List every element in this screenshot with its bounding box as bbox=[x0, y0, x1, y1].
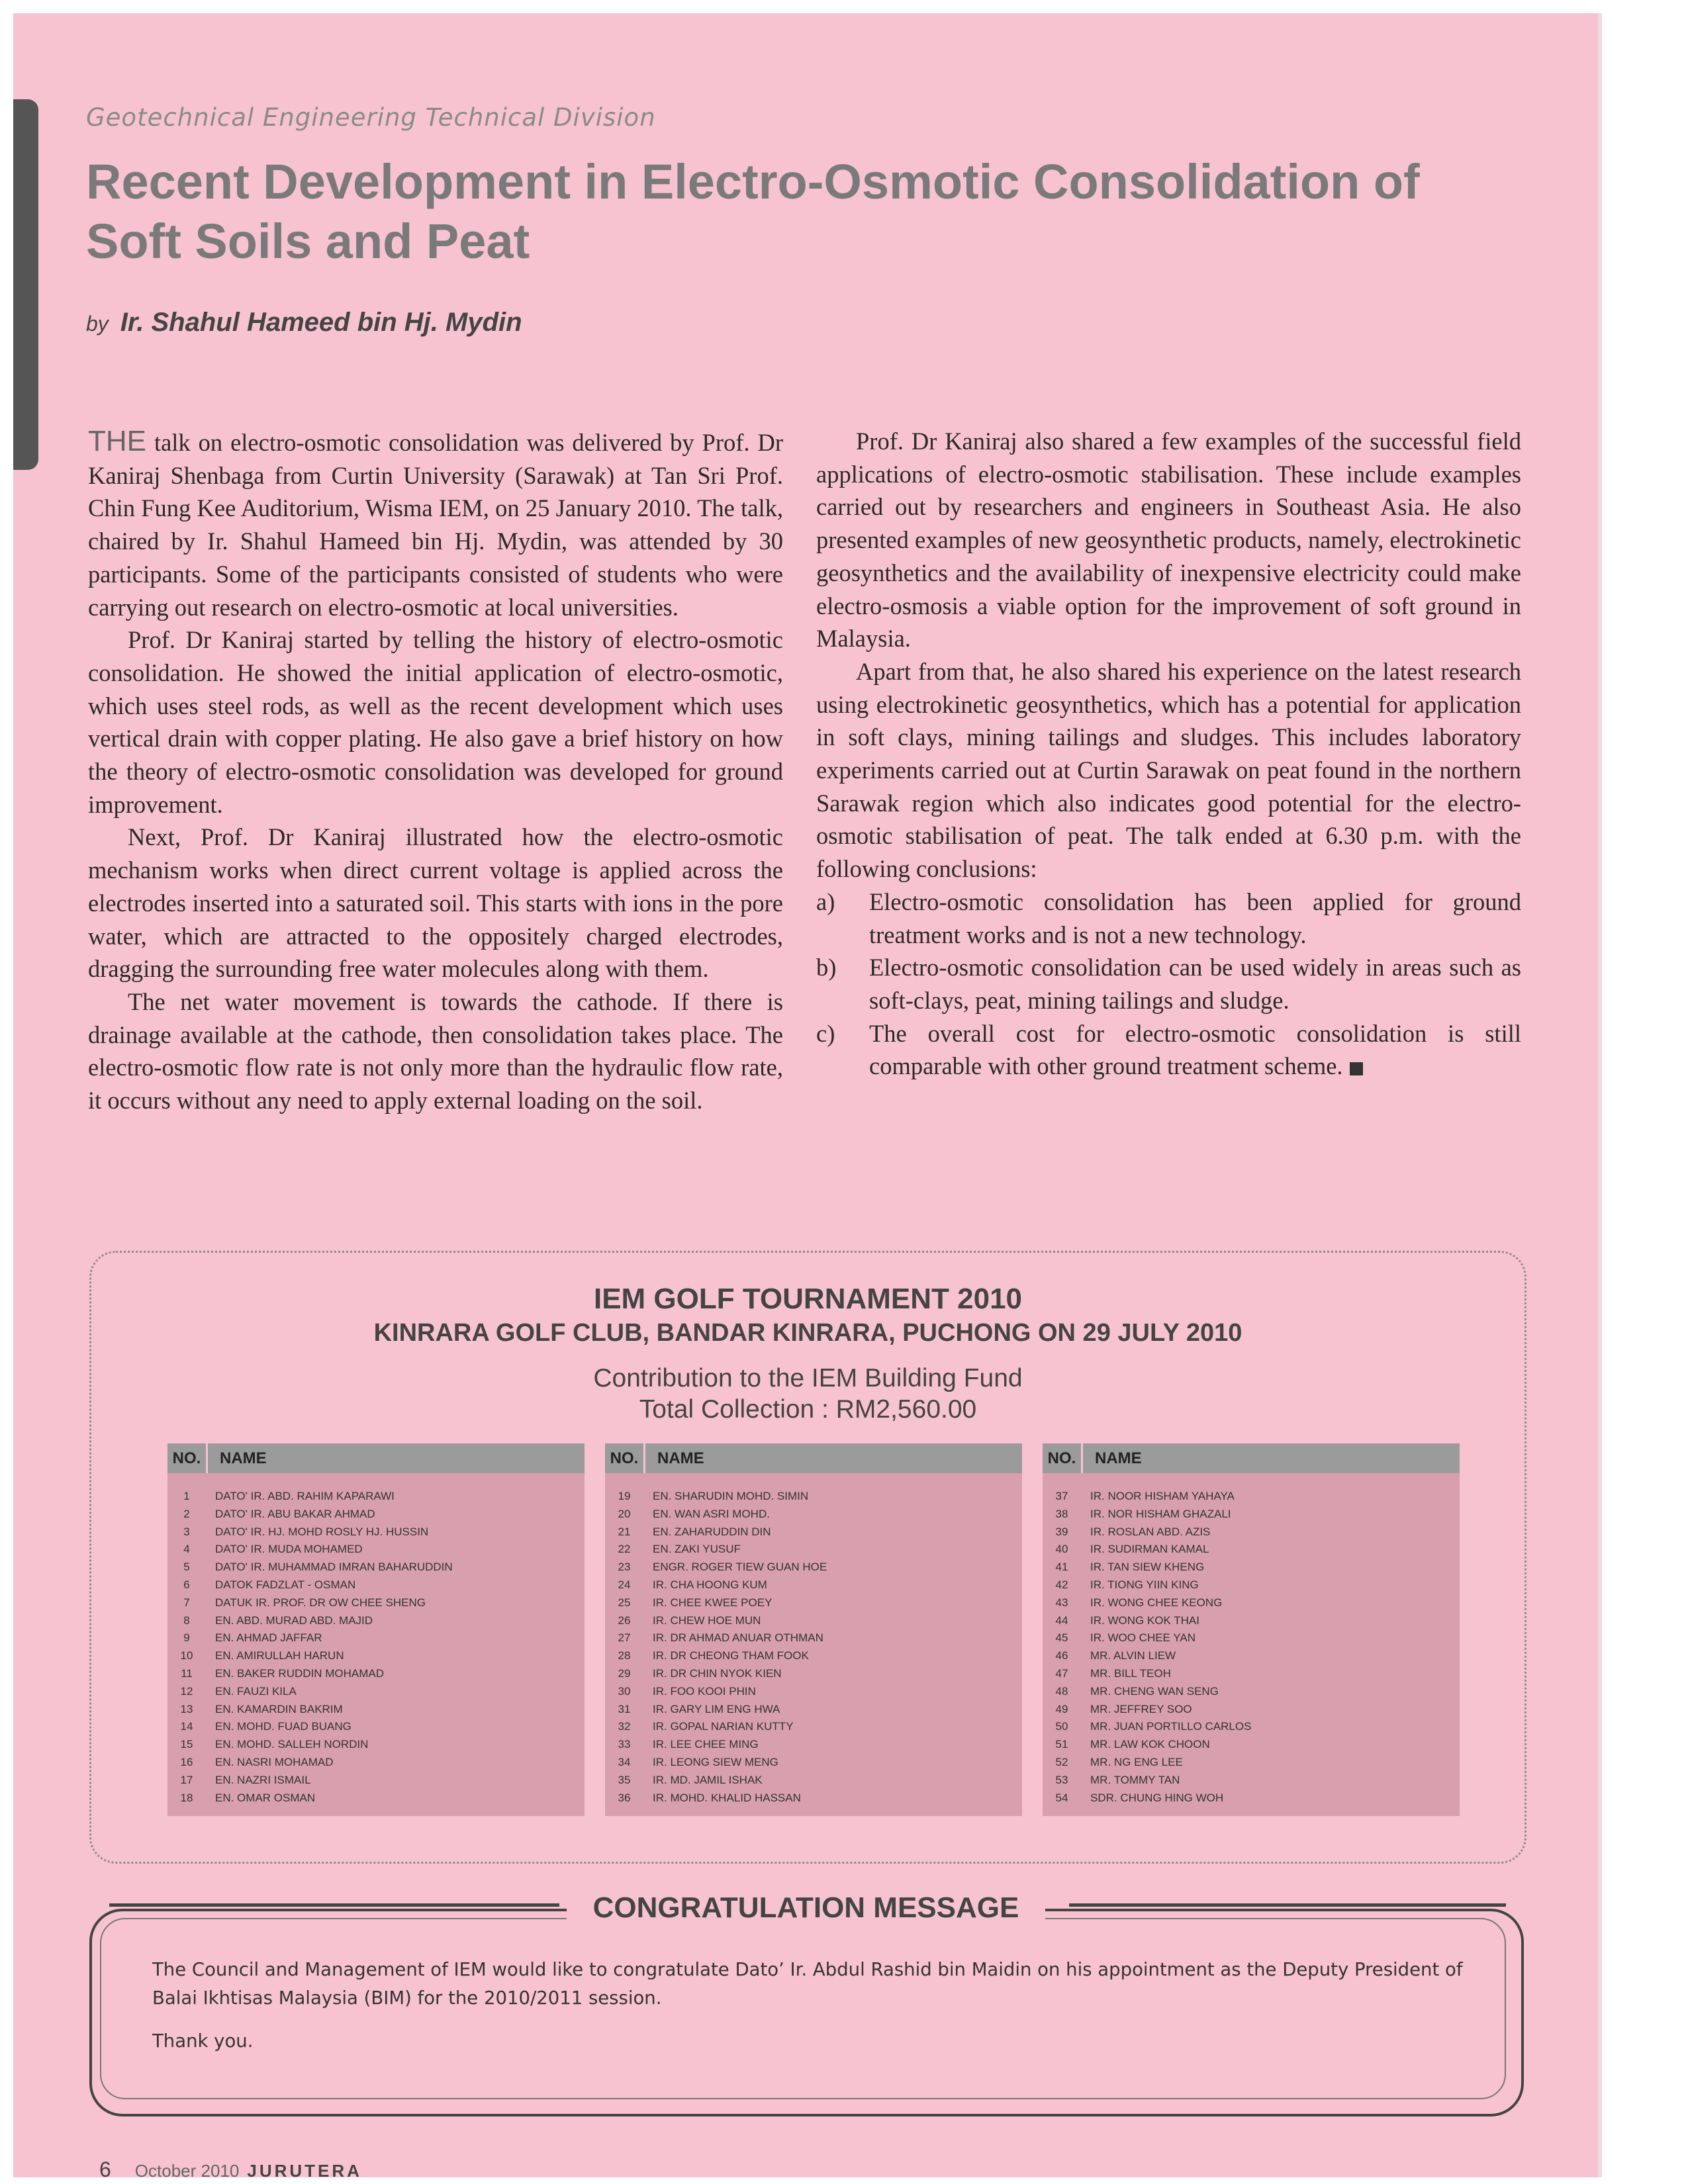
table-row bbox=[1043, 1576, 1460, 1594]
table-row bbox=[605, 1754, 1022, 1772]
article-paragraph: Prof. Dr Kaniraj started by telling the history of electro-osmotic consolidation. He showed the initial application of electro-osmotic, which uses steel rods, as well as the recent development which uses vertical drain with copper plating. He also gave a brief history on how the theory of electro-osmotic consolidation was developed for ground improvement. bbox=[88, 626, 783, 818]
row-number: 22 bbox=[618, 1543, 631, 1556]
table-row bbox=[605, 1594, 1022, 1612]
row-name: MR. NG ENG LEE bbox=[1090, 1755, 1183, 1768]
row-name: IR. NOR HISHAM GHAZALI bbox=[1090, 1507, 1231, 1520]
row-number: 53 bbox=[1055, 1773, 1068, 1786]
row-number: 37 bbox=[1055, 1490, 1068, 1502]
table-row bbox=[167, 1559, 585, 1576]
row-name: IR. MOHD. KHALID HASSAN bbox=[653, 1791, 801, 1804]
table-body bbox=[605, 1473, 1022, 1816]
row-number: 2 bbox=[183, 1507, 190, 1520]
row-number: 21 bbox=[618, 1525, 631, 1538]
paragraph-text: talk on electro-osmotic consolidation was delivered by Prof. Dr Kaniraj Shenbaga from Curtin University (Sarawak) at Tan Sri Prof. Chin Fung Kee Auditorium, Wisma IEM, on 25 January 2010. The talk, chaired by Ir. Shahul Hameed bin Hj. Mydin, was attended by 30 participants. Some of the participants consisted of students who were carrying out research on electro-osmotic at local universities. bbox=[88, 429, 783, 621]
lead-word: THE bbox=[88, 425, 146, 457]
conclusion-marker: c) bbox=[816, 1019, 835, 1047]
row-number: 7 bbox=[183, 1596, 190, 1609]
row-name: IR. CHA HOONG KUM bbox=[653, 1578, 767, 1591]
row-number: 32 bbox=[618, 1720, 631, 1733]
article-column-left bbox=[88, 425, 783, 1117]
donor-table bbox=[167, 1443, 585, 1816]
table-row bbox=[167, 1576, 585, 1594]
table-row bbox=[605, 1524, 1022, 1541]
row-number: 47 bbox=[1055, 1666, 1068, 1680]
table-row bbox=[1043, 1772, 1460, 1790]
row-name: IR. DR CHIN NYOK KIEN bbox=[653, 1666, 782, 1680]
table-row bbox=[605, 1576, 1022, 1594]
conclusion-marker: a) bbox=[816, 887, 835, 915]
conclusion-item bbox=[816, 951, 1521, 1017]
row-name: IR. FOO KOOI PHIN bbox=[653, 1684, 756, 1698]
issue-date: October 2010 bbox=[134, 2161, 240, 2177]
row-name: IR. DR CHEONG THAM FOOK bbox=[653, 1649, 809, 1662]
row-number: 26 bbox=[618, 1614, 631, 1627]
table-body bbox=[1043, 1473, 1460, 1816]
row-name: DATO' IR. ABD. RAHIM KAPARAWI bbox=[215, 1490, 395, 1502]
row-number: 48 bbox=[1055, 1684, 1068, 1698]
row-number: 34 bbox=[618, 1755, 631, 1768]
row-name: IR. LEONG SIEW MENG bbox=[653, 1755, 778, 1768]
row-name: MR. TOMMY TAN bbox=[1090, 1773, 1180, 1786]
row-name: MR. CHENG WAN SENG bbox=[1090, 1684, 1219, 1698]
row-number: 50 bbox=[1055, 1720, 1068, 1733]
row-number: 10 bbox=[180, 1649, 193, 1662]
row-number: 31 bbox=[618, 1702, 631, 1715]
table-row bbox=[605, 1612, 1022, 1630]
row-number: 25 bbox=[618, 1596, 631, 1609]
congrats-message: The Council and Management of IEM would like to congratulate Dato’ Ir. Abdul Rashid bin Maidin on his appointment as the Deputy President of Balai Ikhtisas Malaysia (BIM) for the 2010/2011 session. bbox=[152, 1959, 1463, 2009]
row-name: EN. FAUZI KILA bbox=[215, 1684, 297, 1698]
row-number: 1 bbox=[183, 1490, 190, 1502]
row-name: MR. ALVIN LIEW bbox=[1090, 1649, 1176, 1662]
row-name: IR. WOO CHEE YAN bbox=[1090, 1631, 1196, 1645]
page-edge bbox=[1598, 13, 1602, 2177]
row-name: IR. WONG KOK THAI bbox=[1090, 1614, 1199, 1627]
table-row bbox=[1043, 1736, 1460, 1754]
congrats-title-wrap bbox=[89, 1886, 1523, 1930]
table-row bbox=[605, 1683, 1022, 1701]
row-name: IR. MD. JAMIL ISHAK bbox=[653, 1773, 763, 1786]
table-row bbox=[167, 1790, 585, 1807]
row-number: 51 bbox=[1055, 1738, 1068, 1751]
row-number: 24 bbox=[618, 1578, 631, 1591]
golf-tournament-box bbox=[89, 1251, 1526, 1864]
article-paragraph: Next, Prof. Dr Kaniraj illustrated how the electro-osmotic mechanism works when direct current voltage is applied across the electrodes inserted into a saturated soil. This starts with ions in the pore water, which are attracted to the oppositely charged electrodes, dragging the surrounding free water molecules along with them. bbox=[88, 823, 783, 983]
table-row bbox=[167, 1736, 585, 1754]
conclusion-text bbox=[869, 1017, 1521, 1083]
congrats-thanks: Thank you. bbox=[152, 2030, 254, 2052]
row-number: 46 bbox=[1055, 1649, 1068, 1662]
division-kicker: Geotechnical Engineering Technical Division bbox=[86, 103, 656, 132]
conclusion-text: Electro-osmotic consolidation has been applied for ground treatment works and is not a new technology. bbox=[869, 887, 1521, 948]
byline bbox=[86, 308, 522, 338]
row-name: EN. OMAR OSMAN bbox=[215, 1791, 316, 1804]
row-number: 8 bbox=[183, 1614, 190, 1627]
row-name: IR. ROSLAN ABD. AZIS bbox=[1090, 1525, 1211, 1538]
row-name: IR. LEE CHEE MING bbox=[653, 1738, 759, 1751]
article-paragraph bbox=[88, 425, 783, 623]
article-column-right bbox=[816, 425, 1521, 1083]
table-header bbox=[1043, 1443, 1460, 1473]
row-number: 27 bbox=[618, 1631, 631, 1645]
row-number: 6 bbox=[183, 1578, 190, 1591]
row-name: DATOK FADZLAT - OSMAN bbox=[215, 1578, 356, 1591]
conclusion-text-content: The overall cost for electro-osmotic consolidation is still comparable with other ground treatment scheme. bbox=[869, 1019, 1521, 1080]
row-name: EN. AMIRULLAH HARUN bbox=[215, 1649, 344, 1662]
row-number: 23 bbox=[618, 1561, 631, 1574]
table-row bbox=[1043, 1701, 1460, 1719]
article-title: Recent Development in Electro-Osmotic Consolidation of Soft Soils and Peat bbox=[86, 154, 1420, 269]
row-name: EN. BAKER RUDDIN MOHAMAD bbox=[215, 1666, 385, 1680]
row-number: 15 bbox=[180, 1738, 193, 1751]
row-name: DATO' IR. HJ. MOHD ROSLY HJ. HUSSIN bbox=[215, 1525, 429, 1538]
row-name: EN. NAZRI ISMAIL bbox=[215, 1773, 311, 1786]
table-row bbox=[1043, 1683, 1460, 1701]
row-name: IR. GOPAL NARIAN KUTTY bbox=[653, 1720, 794, 1733]
table-row bbox=[167, 1647, 585, 1665]
conclusion-item bbox=[816, 1017, 1521, 1083]
row-number: 35 bbox=[618, 1773, 631, 1786]
row-name: MR. BILL TEOH bbox=[1090, 1666, 1171, 1680]
table-row bbox=[1043, 1790, 1460, 1807]
table-row bbox=[167, 1701, 585, 1719]
row-number: 49 bbox=[1055, 1702, 1068, 1715]
table-row bbox=[167, 1772, 585, 1790]
table-row bbox=[1043, 1629, 1460, 1647]
table-row bbox=[605, 1665, 1022, 1683]
golf-subtitle: KINRARA GOLF CLUB, BANDAR KINRARA, PUCHONG ON 29 JULY 2010 bbox=[373, 1319, 1243, 1347]
row-name: EN. ABD. MURAD ABD. MAJID bbox=[215, 1614, 373, 1627]
byline-by: by bbox=[86, 312, 109, 336]
table-body bbox=[167, 1473, 585, 1816]
table-row bbox=[1043, 1718, 1460, 1736]
table-row bbox=[605, 1647, 1022, 1665]
table-row bbox=[605, 1506, 1022, 1524]
table-row bbox=[1043, 1647, 1460, 1665]
row-number: 13 bbox=[180, 1702, 193, 1715]
donor-table bbox=[605, 1443, 1022, 1816]
col-header-name: NAME bbox=[1095, 1449, 1142, 1467]
row-name: IR. TIONG YIIN KING bbox=[1090, 1578, 1199, 1591]
row-number: 36 bbox=[618, 1791, 631, 1804]
row-number: 33 bbox=[618, 1738, 631, 1751]
table-row bbox=[167, 1718, 585, 1736]
row-number: 20 bbox=[618, 1507, 631, 1520]
article-paragraph: The net water movement is towards the cathode. If there is drainage available at the cathode, then consolidation takes place. The electro-osmotic flow rate is not only more than the hydraulic flow rate, it occurs without any need to apply external loading on the soil. bbox=[88, 987, 783, 1115]
page-footer bbox=[99, 2158, 362, 2177]
table-row bbox=[1043, 1541, 1460, 1559]
table-row bbox=[605, 1629, 1022, 1647]
row-name: IR. WONG CHEE KEONG bbox=[1090, 1596, 1223, 1609]
conclusion-item bbox=[816, 886, 1521, 951]
table-row bbox=[605, 1559, 1022, 1576]
row-name: ENGR. ROGER TIEW GUAN HOE bbox=[653, 1561, 827, 1574]
row-name: EN. ZAHARUDDIN DIN bbox=[653, 1525, 771, 1538]
table-row bbox=[605, 1488, 1022, 1506]
col-header-name: NAME bbox=[220, 1449, 267, 1467]
table-row bbox=[605, 1790, 1022, 1807]
row-number: 54 bbox=[1055, 1791, 1068, 1804]
table-row bbox=[605, 1701, 1022, 1719]
table-header bbox=[605, 1443, 1022, 1473]
row-number: 9 bbox=[183, 1631, 190, 1645]
section-edge-tab bbox=[13, 99, 38, 470]
table-row bbox=[605, 1541, 1022, 1559]
row-name: IR. SUDIRMAN KAMAL bbox=[1090, 1543, 1209, 1556]
golf-contribution: Contribution to the IEM Building Fund bbox=[593, 1364, 1023, 1392]
article-paragraph: Apart from that, he also shared his experience on the latest research using electrokinetic geosynthetics, which has a potential for application in soft clays, mining tailings and sludges. This includes laboratory experiments carried out at Curtin Sarawak on peat found in the northern Sarawak region which also indicates good potential for the electro-osmotic stabilisation of peat. The talk ended at 6.30 p.m. with the following conclusions: bbox=[816, 657, 1521, 883]
end-mark-icon bbox=[1350, 1062, 1363, 1075]
conclusion-marker: b) bbox=[816, 954, 837, 981]
row-number: 11 bbox=[181, 1666, 193, 1680]
row-number: 17 bbox=[180, 1773, 193, 1786]
row-number: 43 bbox=[1055, 1596, 1068, 1609]
donor-table bbox=[1043, 1443, 1460, 1816]
table-row bbox=[167, 1754, 585, 1772]
row-number: 19 bbox=[618, 1490, 631, 1502]
row-name: MR. JUAN PORTILLO CARLOS bbox=[1090, 1720, 1252, 1733]
row-name: EN. WAN ASRI MOHD. bbox=[653, 1507, 770, 1520]
row-name: SDR. CHUNG HING WOH bbox=[1090, 1791, 1224, 1804]
row-name: IR. GARY LIM ENG HWA bbox=[653, 1702, 780, 1715]
table-row bbox=[1043, 1524, 1460, 1541]
row-name: IR. DR AHMAD ANUAR OTHMAN bbox=[653, 1631, 823, 1645]
row-name: EN. SHARUDIN MOHD. SIMIN bbox=[653, 1490, 809, 1502]
table-row bbox=[1043, 1506, 1460, 1524]
row-number: 39 bbox=[1055, 1525, 1068, 1538]
table-row bbox=[1043, 1559, 1460, 1576]
table-row bbox=[167, 1506, 585, 1524]
table-row bbox=[167, 1594, 585, 1612]
row-name: EN. MOHD. SALLEH NORDIN bbox=[215, 1738, 369, 1751]
magazine-page bbox=[13, 13, 1602, 2177]
row-number: 40 bbox=[1055, 1543, 1068, 1556]
conclusion-text: Electro-osmotic consolidation can be used widely in areas such as soft-clays, peat, mining tailings and sludge. bbox=[869, 954, 1521, 1014]
table-row bbox=[1043, 1594, 1460, 1612]
row-name: EN. KAMARDIN BAKRIM bbox=[215, 1702, 343, 1715]
row-number: 38 bbox=[1055, 1507, 1068, 1520]
col-header-no: NO. bbox=[1043, 1443, 1083, 1473]
row-name: DATUK IR. PROF. DR OW CHEE SHENG bbox=[215, 1596, 426, 1609]
row-number: 44 bbox=[1055, 1614, 1068, 1627]
row-name: EN. ZAKI YUSUF bbox=[653, 1543, 741, 1556]
table-row bbox=[167, 1612, 585, 1630]
congratulation-box bbox=[89, 1886, 1523, 2119]
row-number: 45 bbox=[1055, 1631, 1068, 1645]
row-name: DATO' IR. MUDA MOHAMED bbox=[215, 1543, 363, 1556]
table-row bbox=[167, 1524, 585, 1541]
row-number: 29 bbox=[618, 1666, 631, 1680]
table-row bbox=[167, 1629, 585, 1647]
row-number: 14 bbox=[180, 1720, 193, 1733]
table-row bbox=[167, 1683, 585, 1701]
col-header-no: NO. bbox=[167, 1443, 208, 1473]
page-number: 6 bbox=[99, 2158, 111, 2177]
golf-total: Total Collection : RM2,560.00 bbox=[639, 1395, 977, 1424]
row-name: IR. CHEE KWEE POEY bbox=[653, 1596, 773, 1609]
row-number: 52 bbox=[1055, 1755, 1068, 1768]
table-row bbox=[605, 1736, 1022, 1754]
table-row bbox=[167, 1488, 585, 1506]
row-name: IR. TAN SIEW KHENG bbox=[1090, 1561, 1205, 1574]
golf-title: IEM GOLF TOURNAMENT 2010 bbox=[593, 1283, 1023, 1315]
table-row bbox=[167, 1665, 585, 1683]
table-row bbox=[167, 1541, 585, 1559]
row-number: 4 bbox=[183, 1543, 190, 1556]
table-row bbox=[1043, 1665, 1460, 1683]
table-row bbox=[1043, 1754, 1460, 1772]
table-row bbox=[1043, 1488, 1460, 1506]
byline-author: Ir. Shahul Hameed bin Hj. Mydin bbox=[120, 308, 522, 337]
row-number: 41 bbox=[1055, 1561, 1068, 1574]
row-name: EN. AHMAD JAFFAR bbox=[215, 1631, 322, 1645]
magazine-name: JURUTERA bbox=[247, 2161, 362, 2177]
row-number: 18 bbox=[180, 1791, 193, 1804]
row-number: 42 bbox=[1055, 1578, 1068, 1591]
col-header-name: NAME bbox=[657, 1449, 704, 1467]
row-name: MR. JEFFREY SOO bbox=[1090, 1702, 1192, 1715]
row-name: IR. NOOR HISHAM YAHAYA bbox=[1090, 1490, 1235, 1502]
row-number: 12 bbox=[180, 1684, 193, 1698]
row-number: 30 bbox=[618, 1684, 631, 1698]
row-name: MR. LAW KOK CHOON bbox=[1090, 1738, 1210, 1751]
row-number: 28 bbox=[618, 1649, 631, 1662]
table-header bbox=[167, 1443, 585, 1473]
row-number: 16 bbox=[180, 1755, 193, 1768]
row-name: EN. MOHD. FUAD BUANG bbox=[215, 1720, 352, 1733]
row-number: 5 bbox=[183, 1561, 190, 1574]
row-name: DATO' IR. ABU BAKAR AHMAD bbox=[215, 1507, 375, 1520]
congrats-title: CONGRATULATION MESSAGE bbox=[567, 1886, 1046, 1930]
table-row bbox=[605, 1718, 1022, 1736]
table-row bbox=[605, 1772, 1022, 1790]
row-name: DATO' IR. MUHAMMAD IMRAN BAHARUDDIN bbox=[215, 1561, 453, 1574]
row-name: IR. CHEW HOE MUN bbox=[653, 1614, 761, 1627]
article-paragraph: Prof. Dr Kaniraj also shared a few examples of the successful field applications of electro-osmotic stabilisation. These include examples carried out by researchers and engineers in Southeast Asia. He also presented examples of new geosynthetic products, namely, electrokinetic geosynthetics and the availability of inexpensive electricity could make electro-osmosis a viable option for the improvement of soft ground in Malaysia. bbox=[816, 428, 1521, 653]
table-row bbox=[1043, 1612, 1460, 1630]
row-name: EN. NASRI MOHAMAD bbox=[215, 1755, 334, 1768]
col-header-no: NO. bbox=[605, 1443, 645, 1473]
row-number: 3 bbox=[183, 1525, 190, 1538]
